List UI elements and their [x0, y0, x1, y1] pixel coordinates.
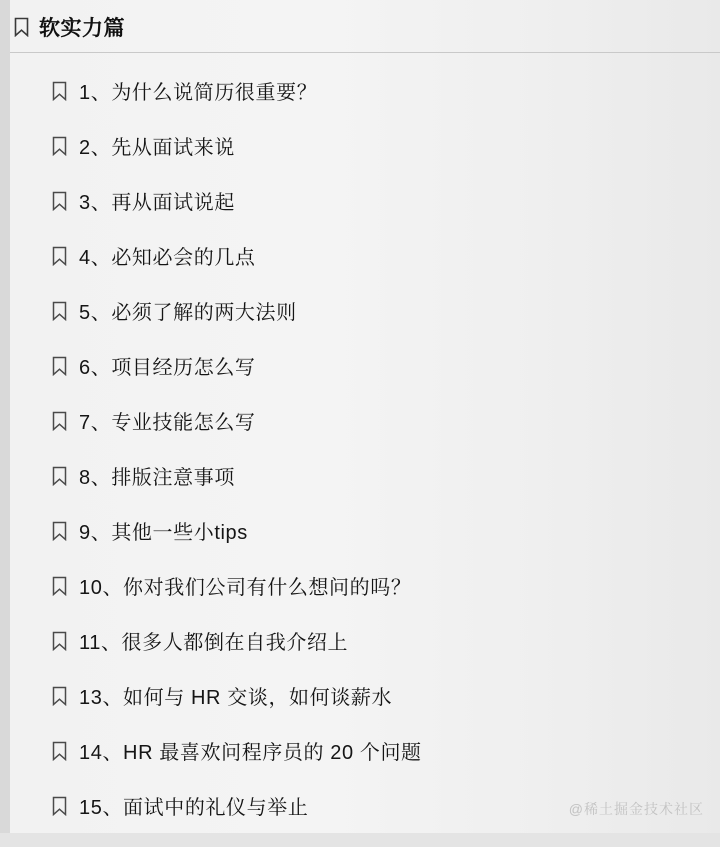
list-item-label: 9、其他一些小tips [79, 522, 248, 544]
list-item-label: 2、先从面试来说 [79, 137, 235, 159]
bottom-strip [0, 833, 720, 847]
bookmark-icon [52, 466, 67, 486]
list-item-label: 8、排版注意事项 [79, 467, 235, 489]
bookmark-icon [52, 411, 67, 431]
list-item[interactable] [0, 558, 720, 613]
list-item[interactable] [0, 118, 720, 173]
bookmark-icon [14, 17, 29, 37]
list-item-label: 14、HR 最喜欢问程序员的 20 个问题 [79, 742, 422, 764]
list-item[interactable] [0, 228, 720, 283]
list-item[interactable] [0, 448, 720, 503]
left-gutter-rail [0, 0, 10, 847]
bookmark-icon [52, 301, 67, 321]
list-item[interactable] [0, 613, 720, 668]
list-item-label: 7、专业技能怎么写 [79, 412, 256, 434]
list-item[interactable] [0, 723, 720, 778]
bookmark-icon [52, 796, 67, 816]
list-item[interactable] [0, 503, 720, 558]
bookmark-icon [52, 356, 67, 376]
list-item[interactable] [0, 173, 720, 228]
list-item-label: 5、必须了解的两大法则 [79, 302, 297, 324]
bookmark-icon [52, 246, 67, 266]
bookmark-icon [52, 576, 67, 596]
bookmark-icon [52, 686, 67, 706]
section-header [0, 0, 720, 52]
list-item[interactable] [0, 338, 720, 393]
bookmark-icon [52, 631, 67, 651]
list-item-label: 10、你对我们公司有什么想问的吗？ [79, 577, 412, 599]
list-item-label: 4、必知必会的几点 [79, 247, 256, 269]
watermark: @稀土掘金技术社区 [568, 801, 704, 817]
bookmark-icon [52, 191, 67, 211]
list-item[interactable] [0, 283, 720, 338]
list-item[interactable] [0, 63, 720, 118]
bookmark-icon [52, 81, 67, 101]
bookmark-icon [52, 136, 67, 156]
list-item[interactable] [0, 668, 720, 723]
bookmark-list [0, 53, 720, 833]
page-title: 软实力篇 [39, 17, 125, 40]
list-item-label: 11、很多人都倒在自我介绍上 [79, 632, 349, 654]
list-item[interactable] [0, 393, 720, 448]
list-item-label: 13、如何与 HR 交谈，如何谈薪水 [79, 687, 393, 709]
list-item-label: 15、面试中的礼仪与举止 [79, 797, 309, 819]
list-item-label: 6、项目经历怎么写 [79, 357, 256, 379]
bookmark-icon [52, 741, 67, 761]
list-item-label: 1、为什么说简历很重要？ [79, 82, 318, 104]
list-item-label: 3、再从面试说起 [79, 192, 235, 214]
bookmark-icon [52, 521, 67, 541]
